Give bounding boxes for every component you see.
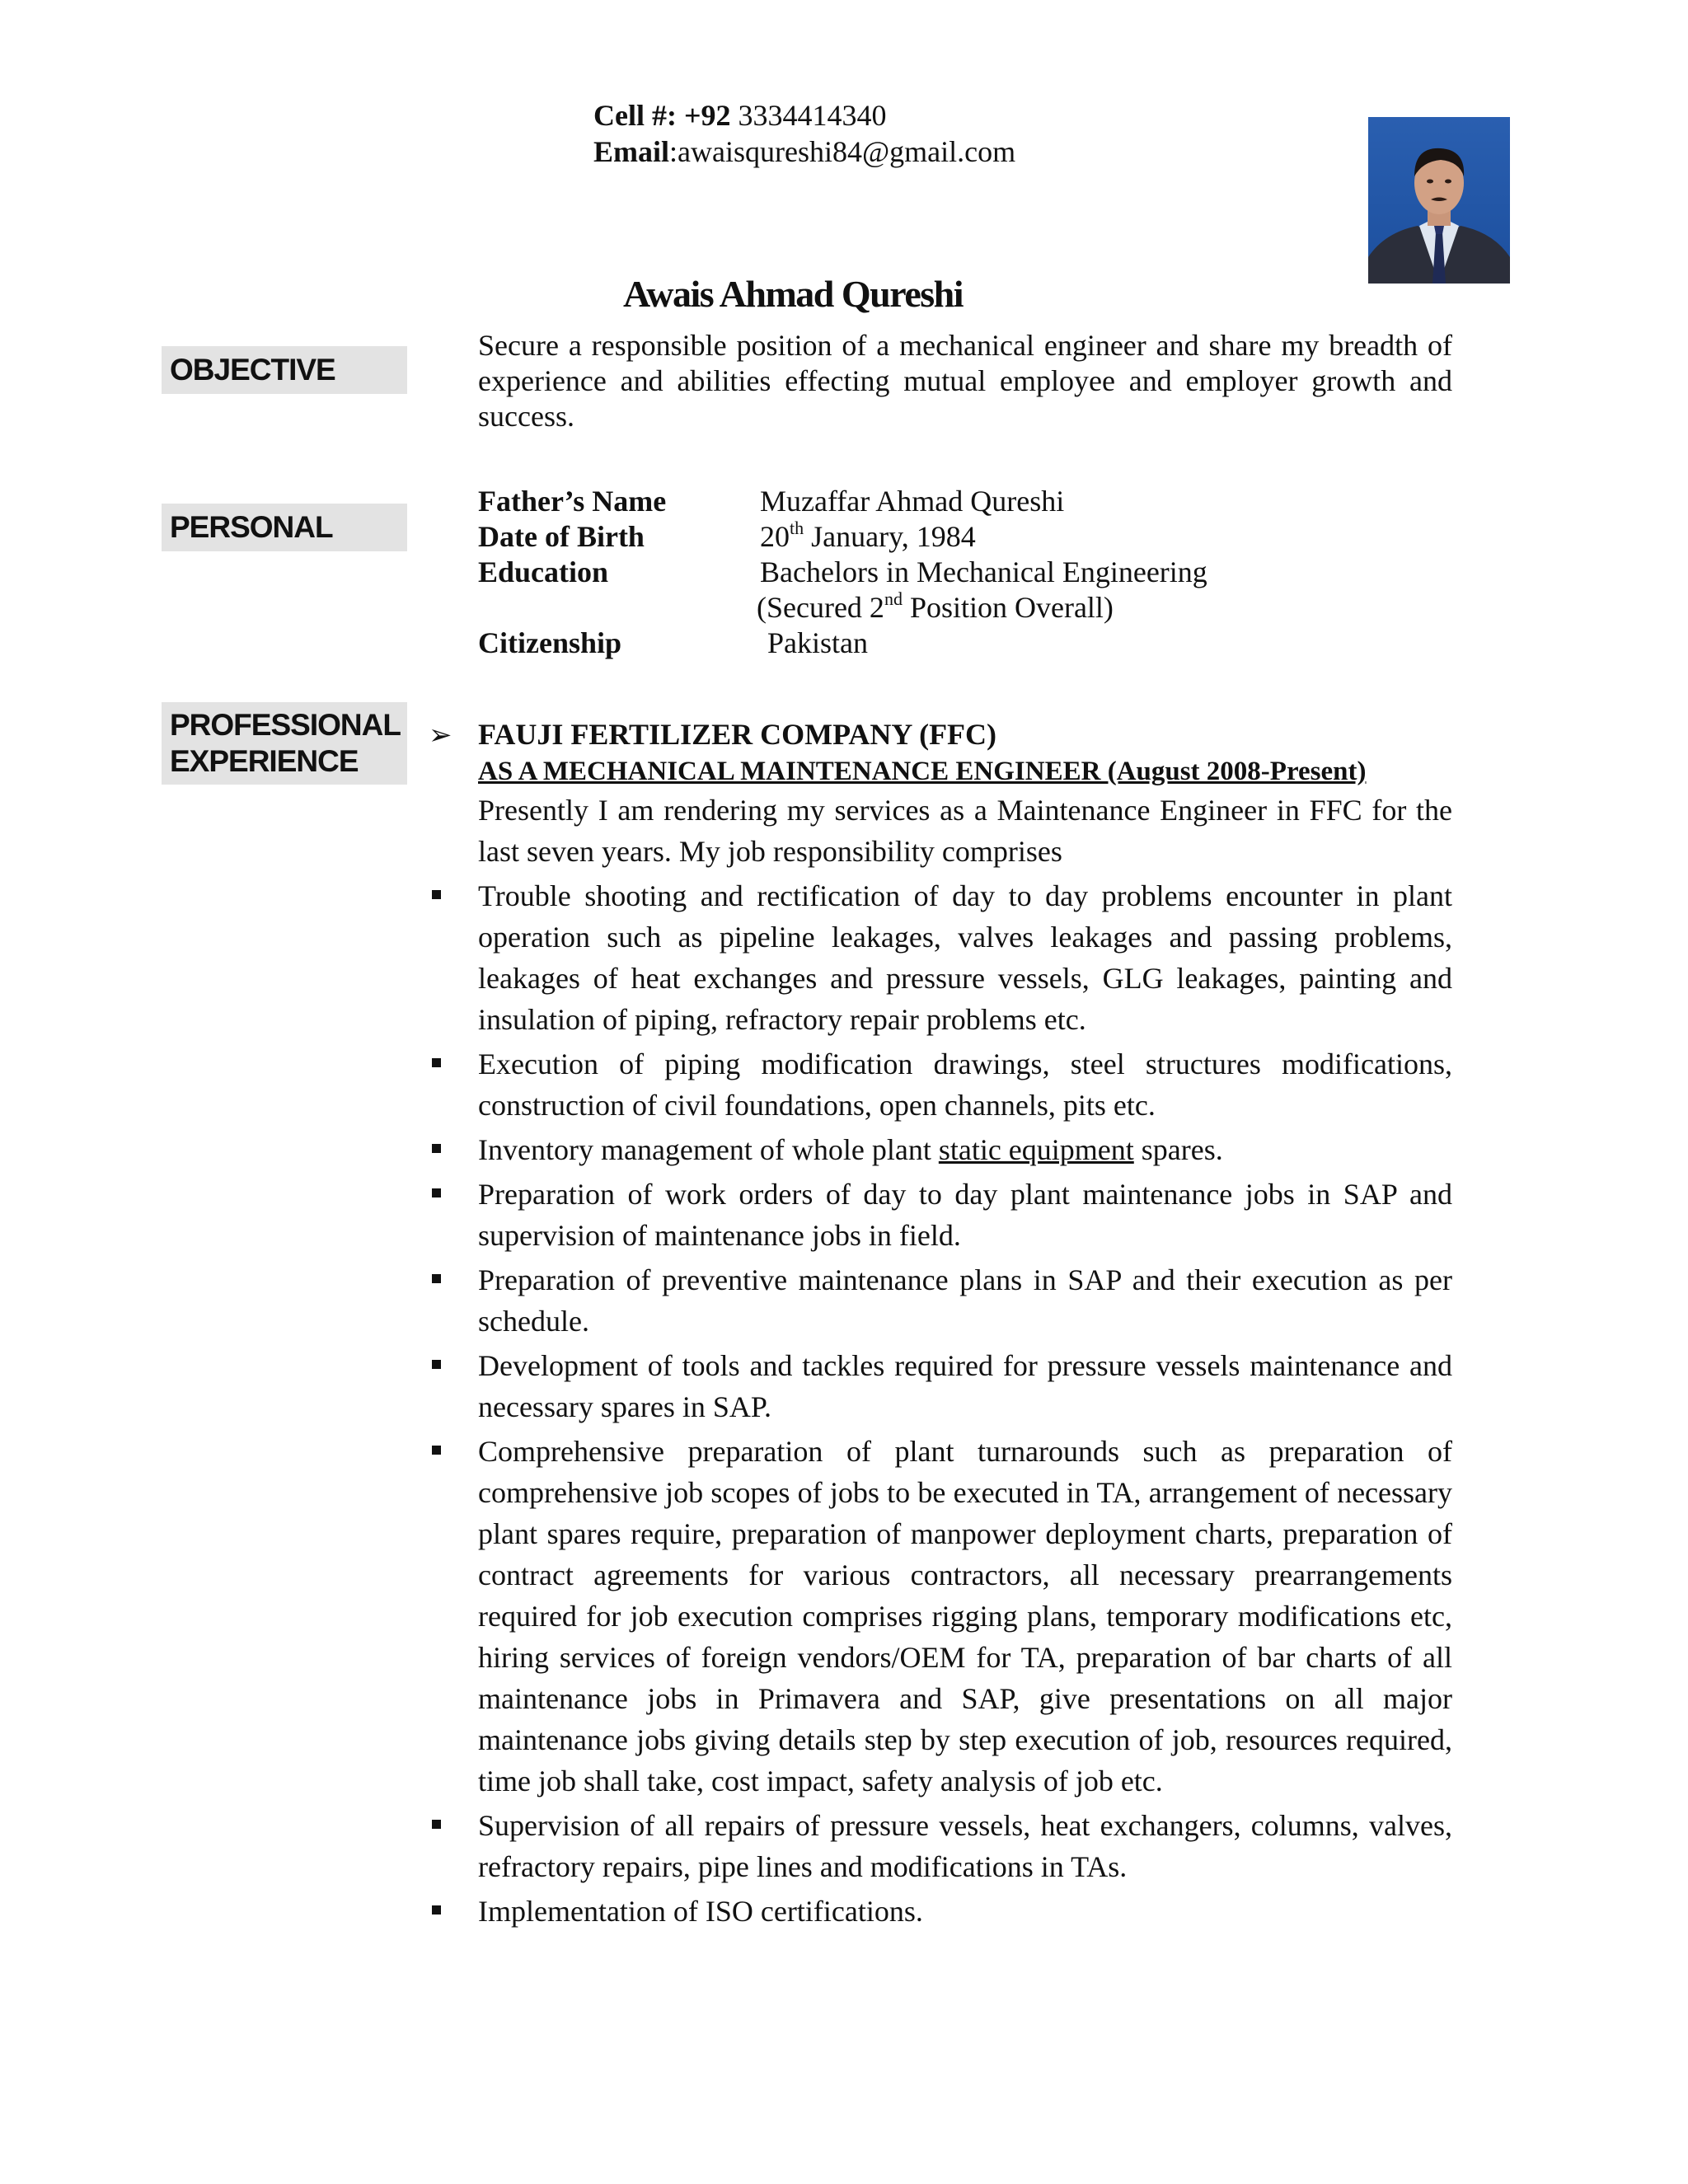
square-bullet-icon (429, 1345, 478, 1427)
education-row (478, 555, 1207, 590)
list-item (429, 1129, 1452, 1170)
dob-day: 20 (760, 520, 790, 553)
dob-suffix: th (790, 518, 804, 538)
portrait-photo (1368, 117, 1510, 284)
list-item (429, 1805, 1452, 1887)
duty-text: Preparation of work orders of day to day plant maintenance jobs in SAP and supervision of maintenance jobs in field. (478, 1178, 1452, 1252)
duty-text (478, 1129, 1452, 1170)
citizenship-label: Citizenship (478, 626, 622, 659)
citizenship-value (760, 626, 868, 661)
objective-heading: OBJECTIVE (162, 346, 407, 394)
father-value: Muzaffar Ahmad Qureshi (760, 485, 1065, 518)
square-bullet-icon (429, 1129, 478, 1170)
position-row (478, 590, 1207, 626)
cell-number: 3334414340 (738, 99, 887, 132)
dob-value (760, 519, 976, 555)
father-label: Father’s Name (478, 485, 667, 518)
dob-row (478, 519, 1207, 555)
duty-text: Development of tools and tackles required for pressure vessels maintenance and necessary spares in SAP. (478, 1349, 1452, 1423)
arrow-bullet-icon: ➢ (429, 719, 452, 752)
education-value: Bachelors in Mechanical Engineering (760, 555, 1207, 588)
list-item (429, 1259, 1452, 1342)
list-item (429, 1891, 1452, 1932)
square-bullet-icon (429, 1431, 478, 1802)
job-role: AS A MECHANICAL MAINTENANCE ENGINEER (August 2008-Present) (478, 757, 1367, 786)
square-bullet-icon (429, 1174, 478, 1256)
education-label: Education (478, 555, 609, 588)
duty-text: Implementation of ISO certifications. (478, 1895, 923, 1928)
list-item (429, 875, 1452, 1040)
company-name: FAUJI FERTILIZER COMPANY (FFC) (478, 718, 997, 751)
job-intro: Presently I am rendering my services as a Maintenance Engineer in FFC for the last seven years. My job responsibility comprises (478, 794, 1452, 868)
list-item (429, 1174, 1452, 1256)
square-bullet-icon (429, 1805, 478, 1887)
contact-block (593, 97, 1015, 170)
citizenship-row (478, 626, 1207, 661)
dob-label: Date of Birth (478, 520, 645, 553)
email-line (593, 134, 1015, 170)
position-suffix: nd (884, 588, 903, 609)
position-post: Position Overall) (902, 591, 1114, 624)
personal-details (478, 484, 1207, 661)
duty-text: Supervision of all repairs of pressure vessels, heat exchangers, columns, valves, refractory repairs, pipe lines and modifications in TAs. (478, 1809, 1452, 1883)
duty-3-pre: Inventory management of whole plant (478, 1133, 939, 1166)
duty-text: Execution of piping modification drawings, steel structures modifications, construction of civil foundations, open channels, pits etc. (478, 1047, 1452, 1122)
square-bullet-icon (429, 875, 478, 1040)
company-row (429, 715, 1452, 753)
list-item (429, 1043, 1452, 1126)
cell-label: Cell #: (593, 99, 677, 132)
list-item (429, 1431, 1452, 1802)
portrait-photo-icon (1368, 117, 1510, 284)
candidate-name: Awais Ahmad Qureshi (623, 273, 964, 315)
email-label: Email (593, 135, 670, 168)
duty-text: Trouble shooting and rectification of day to day problems encounter in plant operation such as pipeline leakages, valves leakages and passing problems, leakages of heat exchanges and pressure vessels, GLG leakages, painting and insulation of piping, refractory repair problems etc. (478, 879, 1452, 1036)
list-item (429, 1345, 1452, 1427)
cell-code: +92 (683, 99, 731, 132)
position-pre: (Secured 2 (757, 591, 884, 624)
static-equipment-underlined: static equipment (938, 1133, 1134, 1166)
experience-heading-line-2: EXPERIENCE (170, 744, 359, 778)
duty-3-post: spares. (1133, 1133, 1223, 1166)
experience-heading-line-1: PROFESSIONAL (170, 708, 401, 742)
dob-rest: January, 1984 (804, 520, 976, 553)
position-value (757, 590, 1114, 626)
email-value: :awaisqureshi84@gmail.com (669, 135, 1016, 168)
duty-text: Preparation of preventive maintenance plans in SAP and their execution as per schedule. (478, 1263, 1452, 1338)
experience-section (429, 715, 1452, 1932)
father-row (478, 484, 1207, 519)
experience-heading (162, 702, 407, 785)
square-bullet-icon (429, 1891, 478, 1932)
square-bullet-icon (429, 1259, 478, 1342)
objective-text: Secure a responsible position of a mechanical engineer and share my breadth of experience and abilities effecting mutual employee and employer growth and success. (478, 329, 1452, 433)
citizenship-text: Pakistan (767, 626, 868, 659)
cell-line (593, 97, 1015, 134)
duties-list (429, 875, 1452, 1932)
square-bullet-icon (429, 1043, 478, 1126)
duty-text: Comprehensive preparation of plant turnarounds such as preparation of comprehensive job scopes of jobs to be executed in TA, arrangement of necessary plant spares require, preparation of manpower deployment charts, preparation of contract agreements for various contractors, all necessary prearrangements required for job execution comprises rigging plans, temporary modifications etc, hiring services of foreign vendors/OEM for TA, preparation of bar charts of all maintenance jobs in Primavera and SAP, give presentations on all major maintenance jobs giving details step by step execution of job, resources required, time job shall take, cost impact, safety analysis of job etc. (478, 1435, 1452, 1797)
personal-heading: PERSONAL (162, 504, 407, 551)
